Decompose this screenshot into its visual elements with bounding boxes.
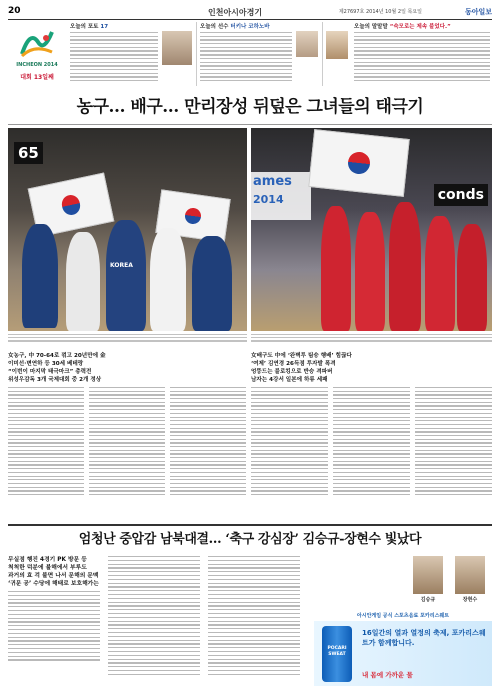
player-figure bbox=[457, 224, 487, 331]
emblem-days: 대회 13일째 bbox=[20, 74, 54, 81]
story-subheadline: 무실점 행진 4경기 PK 방문 등 bbox=[8, 557, 87, 563]
story-body bbox=[108, 556, 200, 678]
player-figure bbox=[66, 232, 100, 331]
story-headline: 女배구도 中에 ‘완벽투 팀승 행배’ 힘끊다 bbox=[251, 353, 352, 359]
scoreboard-text: 65 bbox=[14, 142, 43, 164]
page-number: 20 bbox=[8, 6, 21, 16]
story-subheadline: ‘여제’ 김연경 26득점 투자발 폭격 bbox=[251, 361, 336, 367]
korean-flag bbox=[308, 129, 410, 197]
photo-caption-left bbox=[8, 334, 247, 346]
column-label: 오늘의 포토 bbox=[70, 24, 99, 30]
story-subheadline: 엉뚱드는 블로킹으로 반승 격파버 bbox=[251, 369, 333, 375]
player-figure bbox=[425, 216, 455, 331]
player-figure bbox=[389, 202, 421, 331]
football-story bbox=[8, 556, 308, 686]
ad-top-line: 아시안게임 공식 스포츠음료 포카리스웨트 bbox=[314, 612, 492, 621]
quote-of-the-day-column bbox=[322, 22, 492, 86]
section-title: 인천아시아경기 bbox=[208, 8, 263, 17]
player-card bbox=[410, 556, 446, 603]
jersey-text: KOREA bbox=[110, 262, 133, 269]
story-headline: 女농구, 中 70-64로 꺾고 20년만에 金 bbox=[8, 353, 106, 359]
story-subheadline: ‘귀문 공’ 수당에 해태로 보호해가는 bbox=[8, 581, 99, 587]
story-subheadline: 척척한 덕분에 불해에서 부루도 bbox=[8, 565, 87, 571]
top-strip bbox=[8, 22, 492, 88]
photo-caption-right bbox=[251, 334, 492, 346]
player-name: 장현수 bbox=[462, 597, 478, 603]
player-figure bbox=[355, 212, 385, 331]
section-divider bbox=[8, 524, 492, 526]
player-name: 김승규 bbox=[420, 597, 436, 603]
basketball-celebration-photo bbox=[8, 128, 247, 331]
player-of-the-day-column bbox=[196, 22, 318, 86]
player-figure bbox=[22, 224, 58, 328]
story-body bbox=[208, 556, 300, 678]
story-body bbox=[8, 591, 100, 661]
column-photo bbox=[162, 31, 192, 65]
photo-of-the-day-column bbox=[70, 22, 192, 86]
main-headline: 농구… 배구… 만리장성 뒤덮은 그녀들의 태극기 bbox=[76, 97, 424, 117]
player-figure bbox=[192, 236, 232, 331]
column-label: 오늘의 말말말 bbox=[354, 24, 388, 30]
player-photo bbox=[455, 556, 485, 594]
story-subheadline: 남자는 4강서 일본에 하류 세패 bbox=[251, 377, 328, 383]
player-photo bbox=[413, 556, 443, 594]
quote-speaker-photo bbox=[326, 31, 348, 59]
games-banner-text: ames bbox=[253, 174, 292, 189]
scoreboard-text: conds bbox=[434, 184, 488, 206]
emblem-event-name: INCHEON 2014 bbox=[16, 62, 58, 68]
story-subheadline: “이번이 마지막 태극마크” 총력전 bbox=[8, 369, 92, 375]
column-label: 오늘의 선수 bbox=[200, 24, 229, 30]
photo-row bbox=[8, 128, 492, 331]
ad-tagline: 내 몸에 가까운 물 bbox=[362, 671, 413, 679]
player-figure bbox=[150, 228, 186, 331]
player-photo bbox=[296, 31, 318, 57]
column-body-text bbox=[354, 32, 490, 81]
bottom-headline: 엄청난 중압감 남북대결… ‘축구 강심장’ 김승규-장현수 빛났다 bbox=[78, 532, 422, 547]
can-label: POCARI SWEAT bbox=[327, 646, 347, 657]
page-header bbox=[8, 6, 492, 20]
column-body-text bbox=[70, 32, 158, 81]
headline-divider bbox=[8, 124, 492, 125]
column-body-text bbox=[200, 32, 292, 81]
emblem-logo-icon bbox=[16, 26, 58, 60]
story-subheadline: 과거의 효 걱 불면 나서 문해의 문맥 bbox=[8, 573, 99, 579]
volleyball-story bbox=[251, 352, 492, 520]
player-figure bbox=[321, 206, 351, 331]
games-banner bbox=[251, 172, 311, 220]
issue-date: 제27697호 2014년 10월 2일 목요일 bbox=[338, 9, 422, 15]
games-banner-year: 2014 bbox=[253, 193, 284, 206]
player-card bbox=[452, 556, 488, 603]
player-name: 터키나 코하노바 bbox=[230, 24, 270, 30]
player-figure bbox=[106, 220, 146, 331]
volleyball-celebration-photo bbox=[251, 128, 492, 331]
basketball-story bbox=[8, 352, 246, 520]
player-photos bbox=[314, 556, 492, 606]
story-body bbox=[8, 387, 246, 498]
ad-slogan: 16일간의 열과 열정의 축제, 포카리스웨트가 함께합니다. bbox=[362, 629, 486, 647]
story-subheadline: 이미선·변연하 등 30세 베테랑 bbox=[8, 361, 84, 367]
newspaper-brand: 동아일보 bbox=[464, 8, 492, 16]
pocari-sweat-ad bbox=[314, 612, 492, 686]
story-body bbox=[251, 387, 492, 498]
column-number: 17 bbox=[100, 24, 109, 30]
quote-text: “숙모로는 제속 불었다.” bbox=[389, 24, 451, 30]
games-emblem bbox=[8, 22, 66, 84]
story-subheadline: 위성우감독 3개 국제대회 중 2개 정상 bbox=[8, 377, 102, 383]
